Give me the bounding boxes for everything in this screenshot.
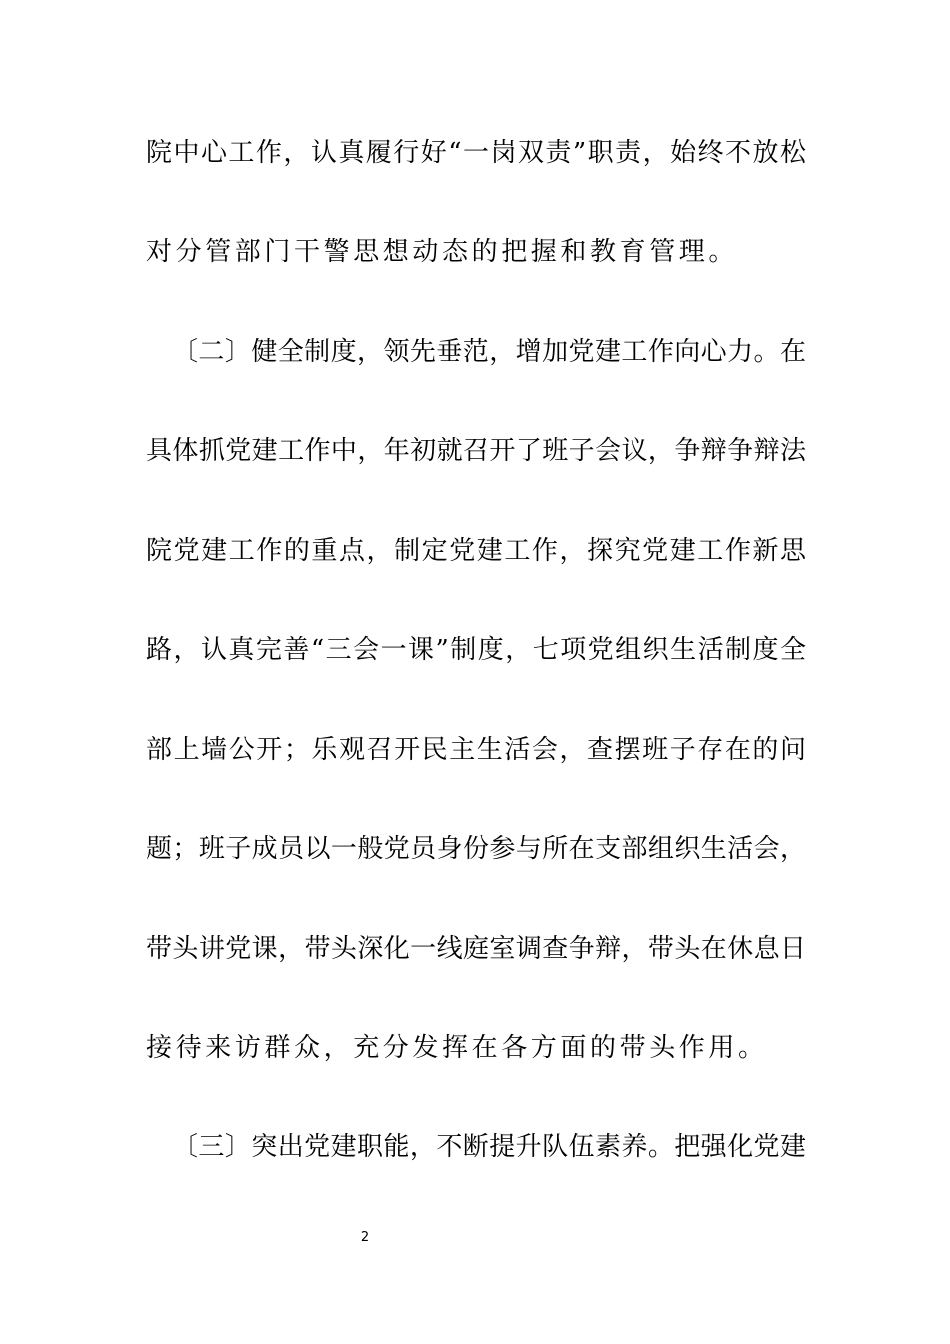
text-line-11: 〔三〕突出党建职能，不断提升队伍素养。把强化党建 xyxy=(172,1132,806,1162)
text-line-9: 带头讲党课，带头深化一线庭室调查争辩，带头在休息日 xyxy=(146,934,806,964)
page-number: 2 xyxy=(360,1230,370,1245)
text-line-10: 接待来访群众，充分发挥在各方面的带头作用。 xyxy=(146,1033,768,1063)
text-line-3: 〔二〕健全制度，领先垂范，增加党建工作向心力。在 xyxy=(172,337,806,367)
text-line-4: 具体抓党建工作中，年初就召开了班子会议，争辩争辩法 xyxy=(146,436,806,466)
text-line-5: 院党建工作的重点，制定党建工作，探究党建工作新思 xyxy=(146,536,806,566)
text-line-8: 题；班子成员以一般党员身份参与所在支部组织生活会， xyxy=(146,834,806,864)
text-line-1: 院中心工作，认真履行好“一岗双责”职责，始终不放松 xyxy=(146,138,806,168)
text-line-6: 路，认真完善“三会一课”制度，七项党组织生活制度全 xyxy=(146,635,806,665)
text-line-7: 部上墙公开；乐观召开民主生活会，查摆班子存在的问 xyxy=(146,735,806,765)
text-line-2: 对分管部门干警思想动态的把握和教育管理。 xyxy=(146,237,739,267)
